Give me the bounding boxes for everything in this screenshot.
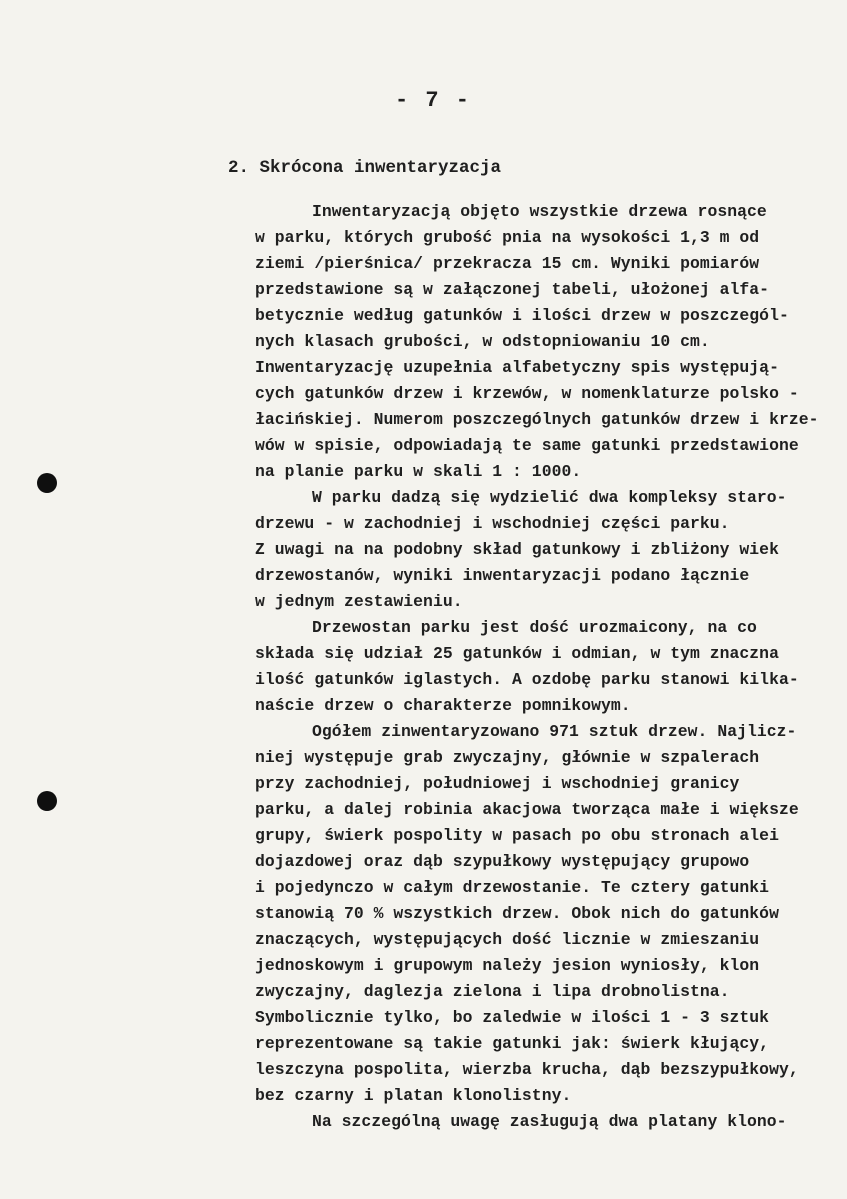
text-line: wów w spisie, odpowiadają te same gatunki przedstawione xyxy=(255,436,799,455)
text-line: przy zachodniej, południowej i wschodniej granicy xyxy=(255,774,740,793)
text-line: Symbolicznie tylko, bo zaledwie w ilości 1 - 3 sztuk xyxy=(255,1008,770,1027)
text-line: w jednym zestawieniu. xyxy=(255,592,463,611)
text-line: niej występuje grab zwyczajny, głównie w szpalerach xyxy=(255,748,760,767)
text-line: ilość gatunków iglastych. A ozdobę parku stanowi kilka- xyxy=(255,670,799,689)
text-line: i pojedynczo w całym drzewostanie. Te cztery gatunki xyxy=(255,878,770,897)
text-line: przedstawione są w załączonej tabeli, ułożonej alfa- xyxy=(255,280,770,299)
text-line: grupy, świerk pospolity w pasach po obu stronach alei xyxy=(255,826,779,845)
text-line: parku, a dalej robinia akacjowa tworząca małe i większe xyxy=(255,800,799,819)
text-line: na planie parku w skali 1 : 1000. xyxy=(255,462,582,481)
text-line: naście drzew o charakterze pomnikowym. xyxy=(255,696,631,715)
text-line: cych gatunków drzew i krzewów, w nomenklaturze polsko - xyxy=(255,384,799,403)
section-title: 2. Skrócona inwentaryzacja xyxy=(228,158,502,178)
text-line: betycznie według gatunków i ilości drzew w poszczegól- xyxy=(255,306,789,325)
text-line: Inwentaryzację uzupełnia alfabetyczny spis występują- xyxy=(255,358,779,377)
text-line: nych klasach grubości, w odstopniowaniu 10 cm. xyxy=(255,332,710,351)
text-line: drzewu - w zachodniej i wschodniej części parku. xyxy=(255,514,730,533)
text-line: składa się udział 25 gatunków i odmian, w tym znaczna xyxy=(255,644,779,663)
text-line: Na szczególną uwagę zasługują dwa platany klono- xyxy=(312,1112,787,1131)
punch-hole-bottom xyxy=(37,791,57,811)
text-line: dojazdowej oraz dąb szypułkowy występujący grupowo xyxy=(255,852,750,871)
text-line: Inwentaryzacją objęto wszystkie drzewa rosnące xyxy=(312,202,767,221)
text-line: reprezentowane są takie gatunki jak: świerk kłujący, xyxy=(255,1034,770,1053)
text-line: zwyczajny, daglezja zielona i lipa drobnolistna. xyxy=(255,982,730,1001)
text-line: stanowią 70 % wszystkich drzew. Obok nich do gatunków xyxy=(255,904,779,923)
text-line: bez czarny i platan klonolistny. xyxy=(255,1086,572,1105)
text-line: ziemi /pierśnica/ przekracza 15 cm. Wyniki pomiarów xyxy=(255,254,760,273)
text-line: drzewostanów, wyniki inwentaryzacji podano łącznie xyxy=(255,566,750,585)
text-line: leszczyna pospolita, wierzba krucha, dąb bezszypułkowy, xyxy=(255,1060,799,1079)
text-line: w parku, których grubość pnia na wysokości 1,3 m od xyxy=(255,228,760,247)
page-number: - 7 - xyxy=(395,88,472,113)
punch-hole-top xyxy=(37,473,57,493)
text-line: łacińskiej. Numerom poszczególnych gatunków drzew i krze- xyxy=(255,410,819,429)
text-line: jednoskowym i grupowym należy jesion wyniosły, klon xyxy=(255,956,760,975)
text-line: Drzewostan parku jest dość urozmaicony, na co xyxy=(312,618,757,637)
text-line: Ogółem zinwentaryzowano 971 sztuk drzew. Najlicz- xyxy=(312,722,797,741)
text-line: W parku dadzą się wydzielić dwa kompleksy staro- xyxy=(312,488,787,507)
text-line: znaczących, występujących dość licznie w zmieszaniu xyxy=(255,930,760,949)
text-line: Z uwagi na na podobny skład gatunkowy i zbliżony wiek xyxy=(255,540,779,559)
